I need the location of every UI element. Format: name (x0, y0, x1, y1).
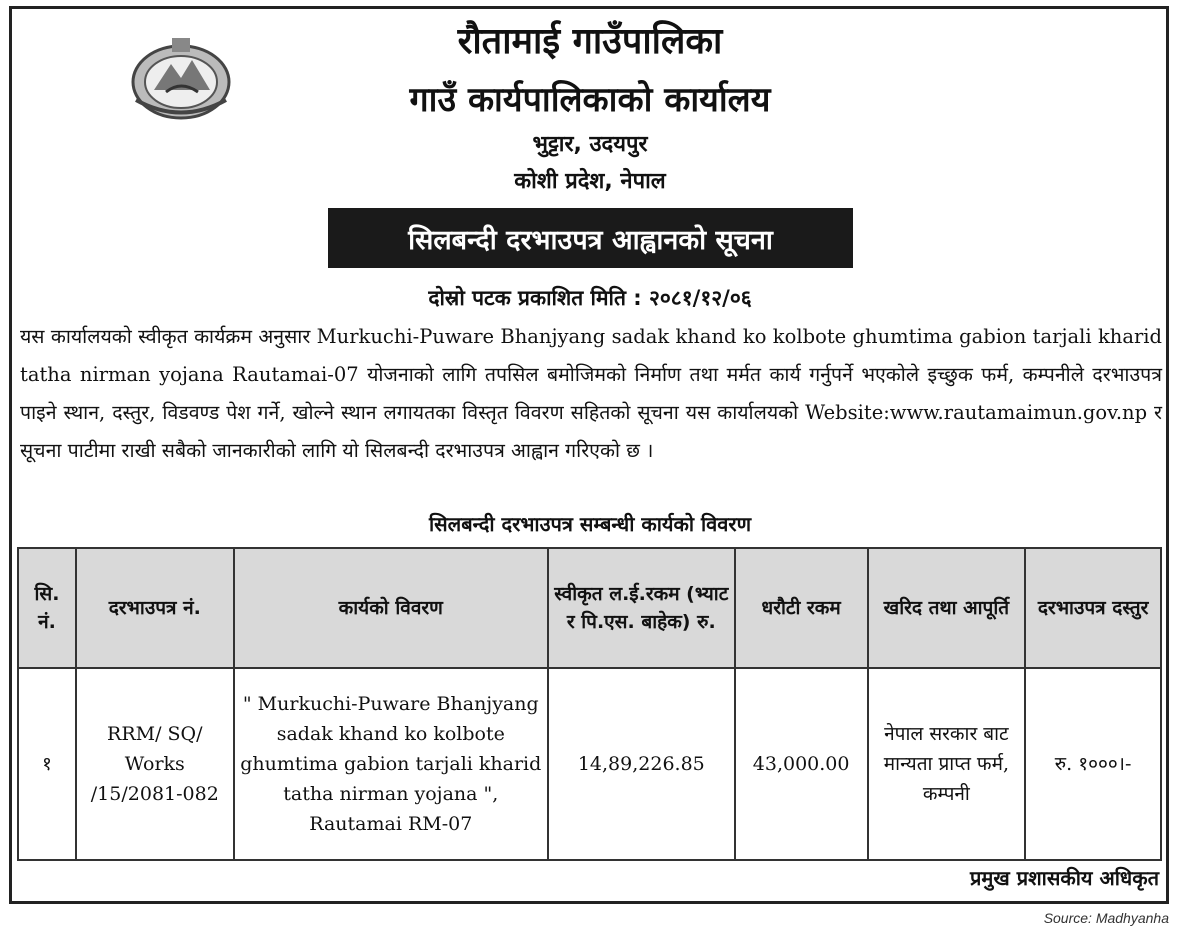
cell-estimate: 14,89,226.85 (548, 668, 735, 860)
nepal-emblem-icon (126, 30, 236, 125)
table-row (18, 668, 1161, 860)
col-estimate-header: स्वीकृत ल.ई.रकम (भ्याट र पि.एस. बाहेक) रु. (548, 548, 735, 668)
cell-bid-no: RRM/ SQ/ Works /15/2081-082 (76, 668, 234, 860)
cell-deposit: 43,000.00 (735, 668, 868, 860)
notice-title: सिलबन्दी दरभाउपत्र आह्वानको सूचना (408, 224, 773, 256)
office-province: कोशी प्रदेश, नेपाल (514, 169, 666, 194)
cell-sn: १ (18, 668, 76, 860)
office-location: भुट्टार, उदयपुर (532, 132, 648, 157)
col-procurement-header: खरिद तथा आपूर्ति (868, 548, 1026, 668)
col-fee-header: दरभाउपत्र दस्तुर (1025, 548, 1161, 668)
col-description-header: कार्यको विवरण (234, 548, 548, 668)
cell-procurement: नेपाल सरकार बाट मान्यता प्राप्त फर्म, कम्पनी (868, 668, 1026, 860)
notice-body: यस कार्यालयको स्वीकृत कार्यक्रम अनुसार Murkuchi-Puware Bhanjyang sadak khand ko kolbote ghumtima gabion tarjali kharid tatha nirman yojana Rautamai-07 योजनाको लागि तपसिल बमोजिमको निर्माण तथा मर्मत कार्य गर्नुपर्ने भएकोले इच्छुक फर्म, कम्पनीले दरभाउपत्र पाइने स्थान, दस्तुर, विडवण्ड पेश गर्ने, खोल्ने स्थान लगायतका विस्तृत विवरण सहितको सूचना यस कार्यालयको Website:www.rautamaimun.gov.np र सूचना पाटीमा राखी सबैको जानकारीको लागि यो सिलबन्दी दरभाउपत्र आह्वान गरिएको छ । (20, 325, 1162, 462)
source-credit: Source: Madhyanha (1043, 910, 1169, 926)
signatory-title: प्रमुख प्रशासकीय अधिकृत (970, 866, 1159, 890)
table-title: सिलबन्दी दरभाउपत्र सम्बन्धी कार्यको विवरण (428, 512, 752, 536)
published-date: दोस्रो पटक प्रकाशित मिति : २०८१/१२/०६ (428, 286, 752, 310)
cell-fee: रु. १०००।- (1025, 668, 1161, 860)
office-name: गाउँ कार्यपालिकाको कार्यालय (409, 80, 771, 120)
municipality-name: रौतामाई गाउँपालिका (457, 21, 723, 62)
table-header-row (18, 548, 1161, 668)
bid-table (17, 547, 1162, 861)
col-sn-header: सि. नं. (18, 548, 76, 668)
col-deposit-header: धरौटी रकम (735, 548, 868, 668)
notice-title-banner (328, 208, 853, 268)
cell-description: " Murkuchi-Puware Bhanjyang sadak khand ko kolbote ghumtima gabion tarjali kharid tatha nirman yojana ", Rautamai RM-07 (234, 668, 548, 860)
col-bid-no-header: दरभाउपत्र नं. (76, 548, 234, 668)
